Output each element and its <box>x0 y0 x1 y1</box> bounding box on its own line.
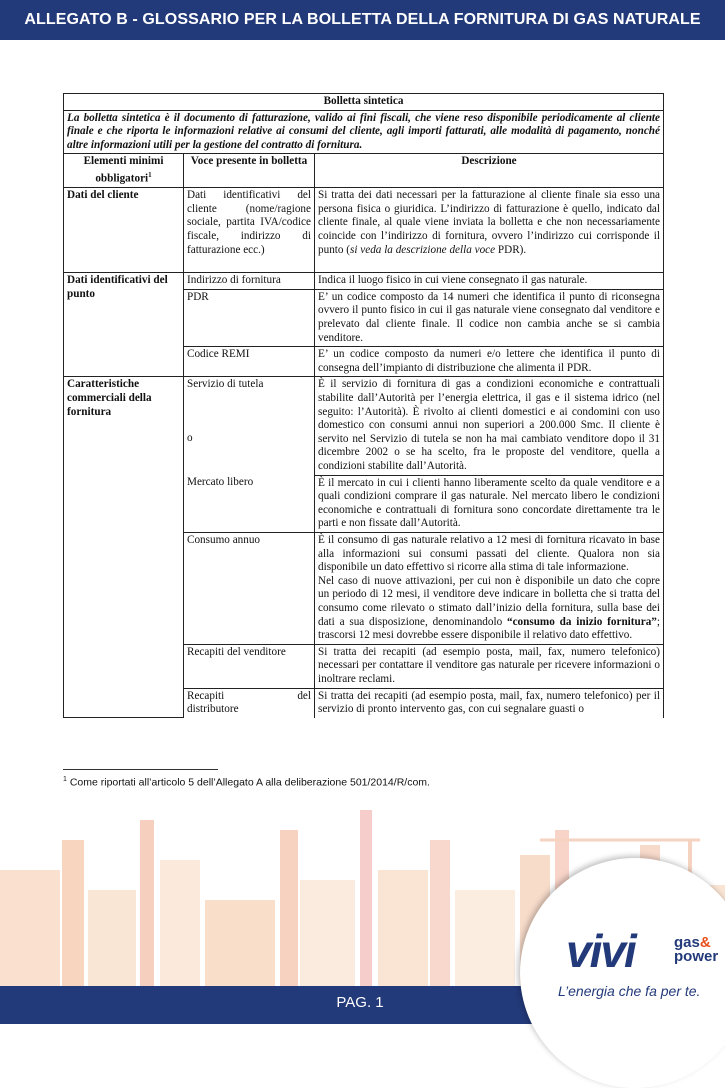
desc-cell: E’ un codice composto da numeri e/o lettere che identifica il punto di consegna dell’impianto di distribuzione che alimenta il PDR. <box>315 347 664 377</box>
desc-consumo-1: È il consumo di gas naturale relativo a 12 mesi di fornitura ricavato in base alla informazioni sui consumi passati del cliente. Qualora non sia disponibile un dato effettivo si ricorre alla stima di tale informazione. <box>318 533 660 574</box>
desc-cell: E’ un codice composto da 14 numeri che identifica il punto di riconsegna ovvero il punto fisico in cui il gas naturale viene consegnato dal venditore e prelevato dal cliente finale. Il codice non cambia anche se si cambia venditore. <box>315 289 664 346</box>
voce-cell: Dati identificativi del cliente (nome/ragione sociale, partita IVA/codice fiscale, indirizzo di fatturazione ecc.) <box>184 188 315 273</box>
column-header-descrizione: Descrizione <box>315 154 664 188</box>
table-intro: La bolletta sintetica è il documento di fatturazione, valido ai fini fiscali, che viene reso disponibile periodicamente al cliente finale e che riporta le informazioni relative ai consumi del cliente, agli importi fatturati, alle modalità di pagamento, nonché altre informazioni utili per la gestione del contratto di fornitura. <box>64 110 664 154</box>
glossary-table <box>63 93 664 718</box>
header-title: ALLEGATO B - GLOSSARIO PER LA BOLLETTA DELLA FORNITURA DI GAS NATURALE <box>24 11 701 28</box>
voce-cell <box>184 377 315 475</box>
voce-cell: Codice REMI <box>184 347 315 377</box>
table-row <box>64 273 664 290</box>
column-header-voce: Voce presente in bolletta <box>184 154 315 188</box>
table-row <box>64 377 664 475</box>
table-row <box>64 188 664 273</box>
desc-consumo-2: Nel caso di nuove attivazioni, per cui non è disponibile un dato che copre un periodo di 12 mesi, il venditore deve indicare in bolletta che si tratta del consumo come rilevato o stimato dall’inizio della fornitura, sulla base dei dati a sua disposizione, denominandolo “consumo da inizio fornitura”; trascorsi 12 mesi dovrebbe essere disponibile il relativo dato effettivo. <box>318 574 660 642</box>
desc-cell <box>315 532 664 644</box>
desc-cell: Indica il luogo fisico in cui viene consegnato il gas naturale. <box>315 273 664 290</box>
column-header-elementi: Elementi minimi obbligatori$^1$ <box>64 154 184 188</box>
voce-cell: Consumo annuo <box>184 532 315 644</box>
page-header <box>0 0 725 40</box>
footnote: $^1$ Come riportati all’articolo 5 dell’Allegato A alla deliberazione 501/2014/R/com. <box>63 776 430 789</box>
brand-logo: vivi <box>566 925 635 977</box>
voce-o: o <box>187 432 193 445</box>
voce-cell: Indirizzo di fornitura <box>184 273 315 290</box>
voce-cell: Recapiti del venditore <box>184 644 315 688</box>
footnote-divider <box>63 769 218 770</box>
desc-cell: Si tratta dei recapiti (ad esempio posta, mail, fax, numero telefonico) per il servizio di pronto intervento gas, con cui segnalare guasti o <box>315 688 664 718</box>
section-label: Dati del cliente <box>64 188 184 273</box>
voce-cell: Recapiti del distributore <box>184 688 315 718</box>
brand-tagline: L’energia che fa per te. <box>558 983 701 999</box>
page-number: PAG. 1 <box>336 994 384 1011</box>
voce-cell: PDR <box>184 289 315 346</box>
desc-cell: È il mercato in cui i clienti hanno liberamente scelto da quale venditore e a quali condizioni comprare il gas naturale. Nel mercato libero le condizioni economiche e contrattuali di fornitura sono concordate direttamente tra le parti e non fissate dall’Autorità. <box>315 475 664 532</box>
voce-servizio-tutela: Servizio di tutela <box>187 378 264 391</box>
section-label: Caratteristiche commerciali della fornitura <box>64 377 184 718</box>
table-title: Bolletta sintetica <box>64 94 664 111</box>
desc-cell: È il servizio di fornitura di gas a condizioni economiche e contrattuali stabilite dall’Autorità per l’energia elettrica, il gas e il sistema idrico (nel seguito: l’Autorità). È rivolto ai clienti domestici e ai condomini con uso domestico con consumi annui non superiori a 200.000 Smc. Il cliente è servito nel Servizio di tutela se non ha mai cambiato venditore dopo il 31 dicembre 2002 o se ha scelto, fra le proposte del venditore, quella a condizioni stabilite dall’Autorità. <box>315 377 664 475</box>
desc-cell: Si tratta dei dati necessari per la fatturazione al cliente finale sia esso una persona fisica o giuridica. L’indirizzo di fatturazione è quello, indicato dal cliente finale, al quale viene inviata la bolletta e che non necessariamente coincide con l’indirizzo di fornitura, ovvero l’indirizzo cui corrisponde il punto (si veda la descrizione della voce PDR). <box>315 188 664 273</box>
desc-cell: Si tratta dei recapiti (ad esempio posta, mail, fax, numero telefonico) necessari per contattare il venditore gas naturale per ricevere informazioni o inoltrare reclami. <box>315 644 664 688</box>
brand-logo-subtitle: gas& power <box>674 934 719 965</box>
voce-cell: Mercato libero <box>184 475 315 532</box>
section-label: Dati identificativi del punto <box>64 273 184 377</box>
